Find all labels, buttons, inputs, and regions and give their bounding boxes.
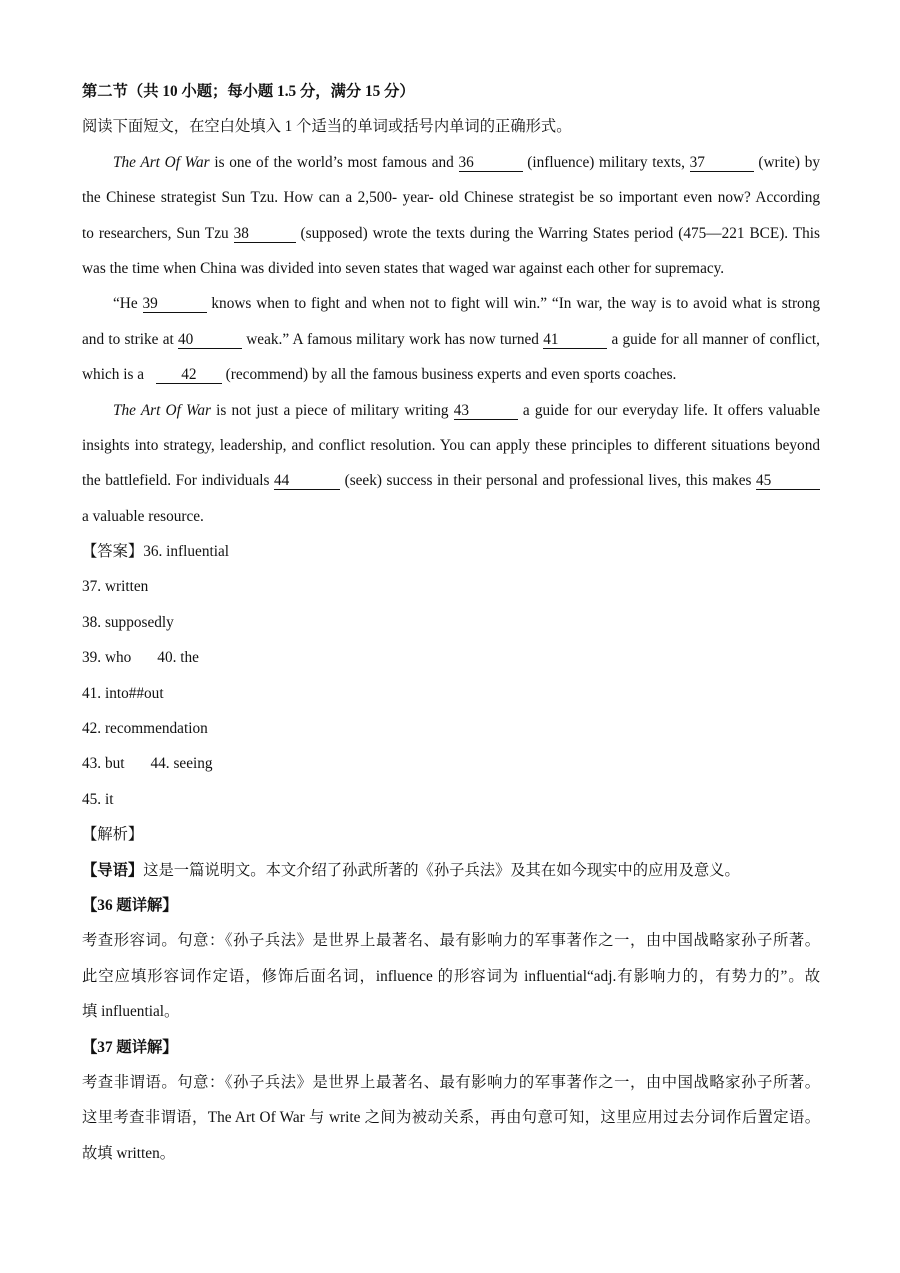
book-title: The Art Of War xyxy=(113,153,210,171)
answer-38: 38. supposedly xyxy=(82,613,174,631)
blank-44: 44 xyxy=(274,472,340,490)
answer-39: 39. who xyxy=(82,649,132,667)
blank-40: 40 xyxy=(178,331,242,349)
passage-p1-line3: to researchers, Sun Tzu 38 (supposed) wrote the texts during the Warring States period (475—221 BCE). This xyxy=(82,224,820,242)
q37-line1: 考查非谓语。句意：《孙子兵法》是世界上最著名、最有影响力的军事著作之一，由中国战略家孙子所著。 xyxy=(82,1073,820,1091)
section-heading xyxy=(82,74,820,109)
blank-41: 41 xyxy=(543,331,607,349)
blank-42: 42 xyxy=(156,366,222,384)
blank-36: 36 xyxy=(459,154,523,172)
answer-42: 42. recommendation xyxy=(82,720,208,738)
analysis-label: 【解析】 xyxy=(82,826,144,844)
q36-line2: 此空应填形容词作定语，修饰后面名词，influence 的形容词为 influential“adj.有影响力的，有势力的”。故 xyxy=(82,967,820,985)
q36-line3: 填 influential。 xyxy=(82,1003,180,1021)
passage-p2-line3: which is a 42 (recommend) by all the famous business experts and even sports coaches. xyxy=(82,366,677,384)
answer-40: 40. the xyxy=(157,649,199,667)
book-title: The Art Of War xyxy=(113,401,211,419)
blank-43: 43 xyxy=(454,402,518,420)
answer-line-43-44 xyxy=(82,746,820,781)
document-page xyxy=(82,74,820,1171)
q36-line1: 考查形容词。句意：《孙子兵法》是世界上最著名、最有影响力的军事著作之一，由中国战略家孙子所著。 xyxy=(82,932,820,950)
answer-41: 41. into##out xyxy=(82,684,164,702)
answer-43: 43. but xyxy=(82,755,125,773)
passage-p1-line2: the Chinese strategist Sun Tzu. How can a 2,500- year- old Chinese strategist be so important even now? According xyxy=(82,189,820,207)
answer-45: 45. it xyxy=(82,790,114,808)
answer-37: 37. written xyxy=(82,578,149,596)
section-scoring: （共 10 小题；每小题 1.5 分，满分 15 分） xyxy=(127,83,415,100)
blank-38: 38 xyxy=(234,225,296,243)
answer-line-39-40 xyxy=(82,640,820,675)
q37-line2: 这里考查非谓语，The Art Of War 与 write 之间为被动关系，再由句意可知，这里应用过去分词作后置定语。 xyxy=(82,1109,820,1127)
passage-p1-line1: The Art Of War is one of the world’s most famous and 36 (influence) military texts, 37 (write) by xyxy=(113,153,820,171)
blank-39: 39 xyxy=(143,295,207,313)
answer-label: 【答案】 xyxy=(82,543,144,561)
passage-p3-line1: The Art Of War is not just a piece of military writing 43 a guide for our everyday life. It offers valuable xyxy=(113,401,820,419)
q37-line3: 故填 written。 xyxy=(82,1144,176,1162)
passage-p3-line3: the battlefield. For individuals 44 (seek) success in their personal and professional lives, this makes 45 xyxy=(82,463,820,498)
passage-p1-line4: was the time when China was divided into seven states that waged war against each other for supremacy. xyxy=(82,259,725,277)
q36-label: 【36 题详解】 xyxy=(82,896,178,914)
section-instruction: 阅读下面短文，在空白处填入 1 个适当的单词或括号内单词的正确形式。 xyxy=(82,118,572,136)
answer-44: 44. seeing xyxy=(150,755,213,773)
intro-label: 【导语】 xyxy=(82,861,144,879)
passage-p3-line4: a valuable resource. xyxy=(82,507,204,525)
analysis-intro: 【导语】这是一篇说明文。本文介绍了孙武所著的《孙子兵法》及其在如今现实中的应用及意义。 xyxy=(82,861,740,879)
passage-p2-line1: “He 39 knows when to fight and when not to fight will win.” “In war, the way is to avoid what is strong xyxy=(113,295,820,313)
answer-line-36: 【答案】36. influential xyxy=(82,543,230,561)
q37-label: 【37 题详解】 xyxy=(82,1038,178,1056)
blank-37: 37 xyxy=(690,154,754,172)
passage-p2-line2: and to strike at 40 weak.” A famous military work has now turned 41 a guide for all manner of conflict, xyxy=(82,330,820,348)
passage-p3-line2: insights into strategy, leadership, and conflict resolution. You can apply these principles to different situations beyond xyxy=(82,436,820,454)
section-title: 第二节 xyxy=(82,83,128,100)
blank-45: 45 xyxy=(756,472,820,490)
